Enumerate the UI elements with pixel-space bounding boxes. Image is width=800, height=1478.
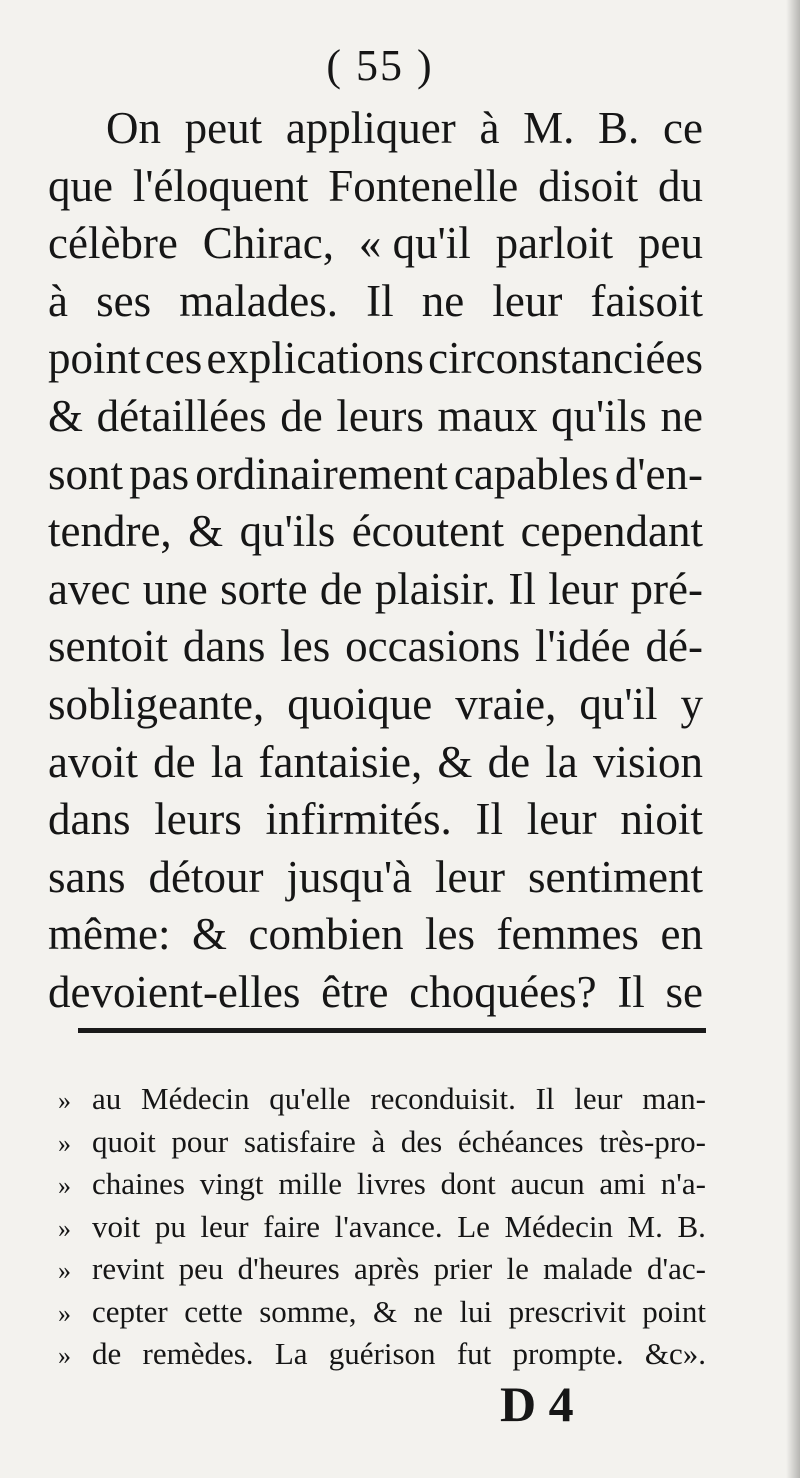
word: & [188,506,224,557]
word: d'ac- [646,1251,706,1286]
text-line [48,446,703,504]
text-line [48,734,703,792]
word: d'en- [614,448,703,499]
text-line [48,215,703,273]
text-line [48,388,703,446]
word: ne [421,275,465,326]
quote-mark: » [58,1213,71,1243]
word: jusqu'à [286,851,413,902]
word: point [48,333,141,384]
word: Il [535,1081,555,1116]
word: choquées? [409,966,597,1017]
word: dans [182,621,266,672]
word: nioit [620,794,703,845]
word: n'a- [660,1166,706,1201]
word: Fontenelle [328,160,519,211]
word: les [280,621,331,672]
word: aucun [510,1166,585,1201]
word: sorte [220,563,308,614]
word: se [665,966,703,1017]
footnote-rule [78,1028,706,1033]
word: la [545,736,578,787]
text-line [48,791,703,849]
word: &c». [644,1336,706,1371]
footnote-text [92,1163,706,1206]
word: devoient-elles [48,966,301,1017]
word: parloit [495,218,614,269]
word: y [680,678,703,729]
word: que [48,160,113,211]
quote-mark: » [58,1086,71,1115]
word: capables [453,448,609,499]
word: « qu'il [358,218,471,269]
word: qu'il [579,678,658,729]
word: ami [599,1166,646,1201]
word: leur [548,563,619,614]
word: à [48,275,68,326]
word: reconduisit. [370,1081,516,1116]
word: du [657,160,703,211]
word: cepter [92,1293,168,1329]
word: & [437,736,473,787]
word: leur [435,851,505,902]
word: combien [248,909,404,960]
word: malade [543,1251,633,1286]
word: mille [278,1166,343,1201]
word: pas [129,448,190,499]
text-line [48,561,703,619]
word: même: [48,909,171,960]
word: leurs [154,794,242,845]
word: lui [459,1293,493,1329]
footnote-line [58,1333,706,1376]
word: Il [508,563,536,614]
footnote-text [92,1206,706,1249]
text-line [48,330,703,388]
word: pu [154,1208,186,1244]
text-line [48,273,703,331]
footnote-line [58,1248,706,1291]
word: Il [475,794,503,845]
word: les [424,909,475,960]
word: remèdes. [142,1336,254,1371]
word: le [506,1251,529,1286]
word: l'idée [535,621,631,672]
word: revint [92,1251,165,1286]
word: faire [263,1208,320,1244]
text-line [48,158,703,216]
text-line [48,100,703,158]
word: peut [184,103,263,153]
word: quoit [92,1123,156,1159]
word: pour [171,1123,229,1159]
word: ne [413,1293,443,1329]
word: satisfaire [243,1123,356,1159]
word: de [92,1336,122,1371]
word: de [280,390,323,441]
word: ordinairement [195,448,448,499]
footnote-text [92,1078,706,1121]
word: de [153,736,196,787]
footnote-line [58,1078,706,1121]
word: dont [440,1166,496,1201]
word: Le [457,1208,490,1244]
word: La [274,1336,308,1371]
word: qu'elle [269,1081,351,1116]
page-number: ( 55 ) [326,41,434,90]
word: après [353,1251,420,1286]
word: vingt [199,1166,264,1201]
word: de [487,736,531,787]
footnote-text [92,1333,706,1376]
word: fut [456,1336,492,1371]
word: ne [660,390,703,441]
footnote-line [58,1291,706,1334]
signature-mark: D 4 [500,1376,574,1432]
word: prier [433,1251,493,1286]
word: ses [96,275,152,326]
word: des [400,1123,443,1159]
word: ce [662,103,703,153]
word: occasions [345,621,521,672]
word: chaines [92,1166,185,1201]
text-line [48,849,703,907]
word: & [373,1293,398,1329]
footnote-line [58,1121,706,1164]
word: point [642,1293,706,1329]
word: à [371,1123,386,1159]
word: détaillées [96,390,267,441]
word: qu'ils [551,390,647,441]
word: malades. [179,275,338,326]
footnote-text [92,1291,706,1334]
word: prescrivit [508,1293,626,1329]
word: une [142,563,208,614]
word: peu [638,218,703,269]
word: prompte. [512,1336,624,1371]
word: pré- [630,563,703,614]
quote-mark: » [58,1341,71,1370]
word: dans [48,794,131,845]
word: voit [92,1208,141,1244]
word: avoit [48,736,138,787]
word: très-pro- [599,1123,706,1159]
word: en [660,909,703,960]
footnote-text [92,1121,706,1164]
word: & [48,390,84,441]
word: M. [523,103,575,153]
main-text [48,100,703,1022]
word: infirmités. [265,794,452,845]
word: être [321,966,389,1017]
quote-mark: » [58,1298,71,1328]
word: quoique [287,678,433,729]
word: B. [677,1208,706,1244]
word: Chirac, [202,218,334,269]
word: leur [574,1081,623,1116]
word: leurs [336,390,424,441]
word: sont [48,448,124,499]
text-line [48,964,703,1022]
word: ces [144,333,203,384]
word: On [106,103,161,153]
text-line [48,618,703,676]
text-line [48,503,703,561]
word: échéances [457,1123,584,1159]
word: man- [642,1081,706,1116]
word: la [210,736,244,787]
word: à [479,103,500,153]
footnote-text [92,1248,706,1291]
word: Médecin [141,1081,250,1116]
text-line [48,676,703,734]
word: qu'ils [239,506,336,557]
word: peu [178,1251,224,1286]
word: guérison [328,1336,436,1371]
word: sans [48,851,126,902]
quote-mark: » [58,1256,71,1285]
footnote [58,1078,706,1376]
word: Il [617,966,645,1017]
word: vraie, [455,678,557,729]
word: plaisir. [374,563,496,614]
word: sentiment [527,851,703,902]
word: disoit [538,160,639,211]
word: cependant [520,506,703,557]
word: vision [592,736,703,787]
word: d'heures [237,1251,340,1286]
word: appliquer [285,103,456,153]
word: sentoit [48,621,168,672]
word: célèbre [48,218,178,269]
word: écoutent [351,506,505,557]
word: tendre, [48,506,172,557]
quote-mark: » [58,1128,71,1158]
word: Il [366,275,394,326]
word: de [319,563,363,614]
word: circonstanciées [428,333,703,384]
word: l'avance. [334,1208,443,1244]
footnote-line [58,1163,706,1206]
word: dé- [645,621,703,672]
word: au [92,1081,122,1116]
word: avec [48,563,131,614]
word: fantaisie, [258,736,423,787]
word: maux [437,390,538,441]
word: Médecin [504,1208,613,1244]
word: l'éloquent [132,160,309,211]
word: leur [526,794,597,845]
word: femmes [496,909,639,960]
word: sobligeante, [48,678,265,729]
word: détour [148,851,264,902]
word: faisoit [590,275,703,326]
word: leur [200,1208,249,1244]
word: explications [206,333,424,384]
word: M. [627,1208,663,1244]
footnote-line [58,1206,706,1249]
word: livres [356,1166,426,1201]
word: leur [492,275,563,326]
word: & [191,909,227,960]
word: somme, [259,1293,357,1329]
text-line [48,906,703,964]
quote-mark: » [58,1171,71,1200]
word: cette [184,1293,243,1329]
word: B. [598,103,640,153]
